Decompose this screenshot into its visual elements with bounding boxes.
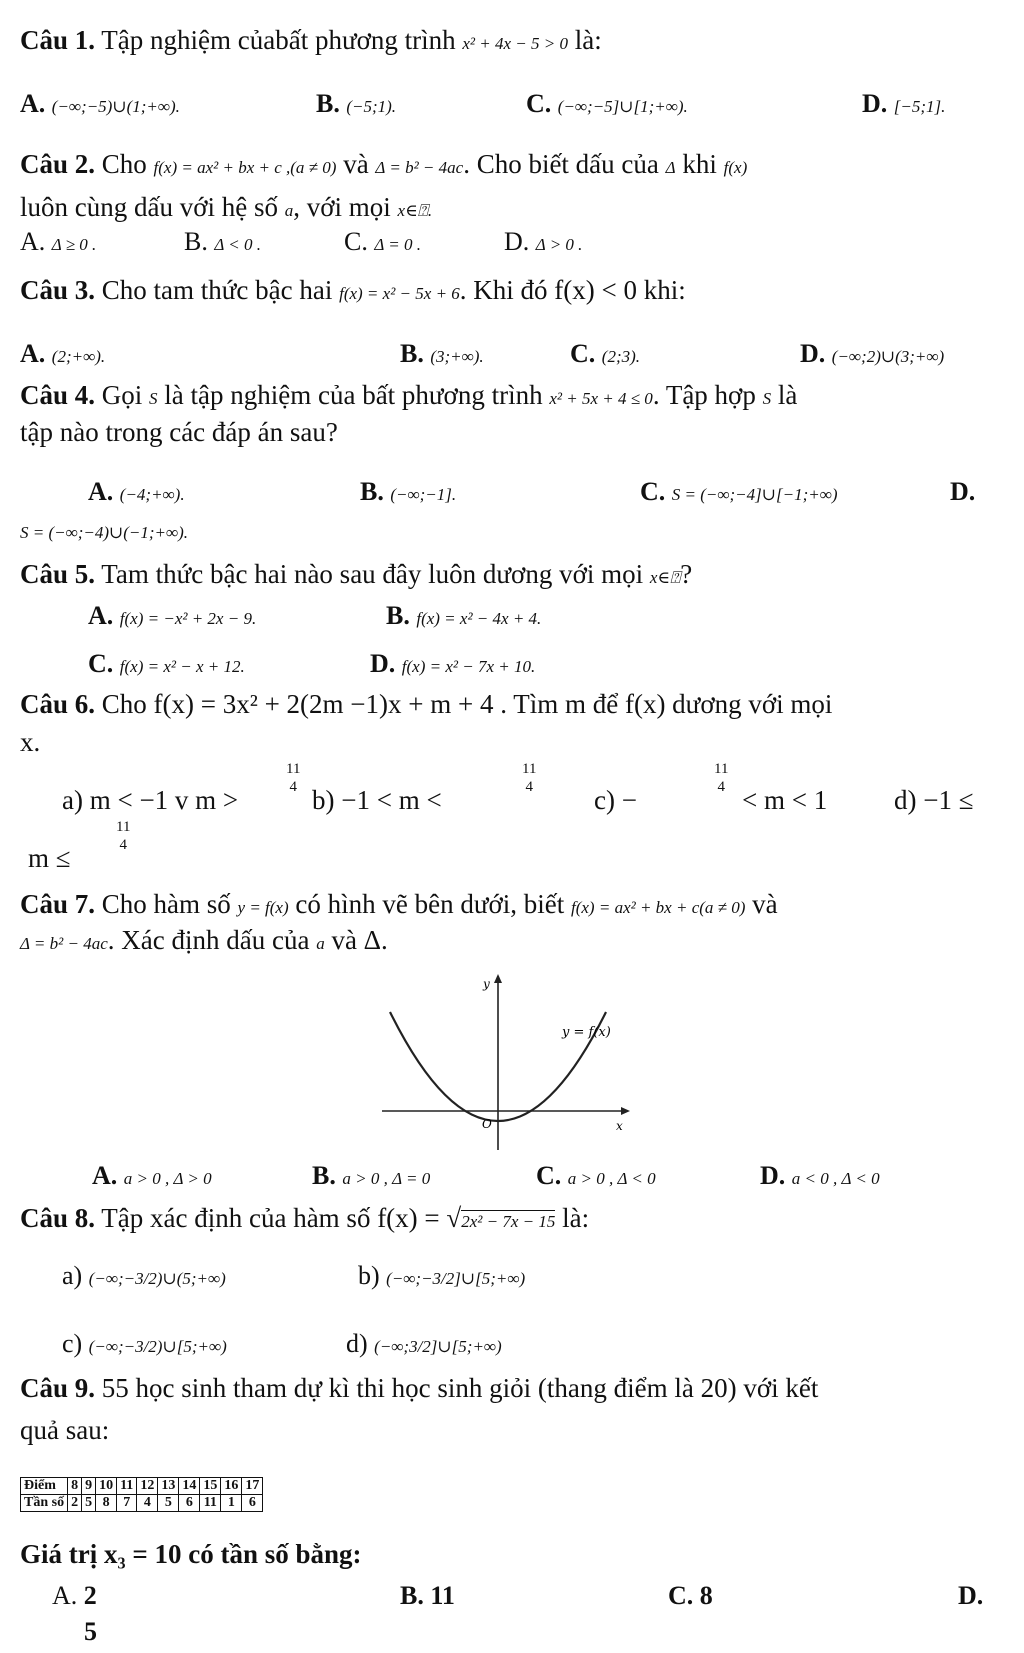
q1-tail: là:	[574, 25, 602, 55]
q7-option-d-letter: D.	[760, 1161, 786, 1190]
q9-option-d[interactable]	[958, 1580, 983, 1612]
q5-option-c-value: f(x) = x² − x + 12.	[119, 657, 245, 676]
q5-option-b[interactable]	[386, 600, 541, 635]
q6-frac-num-a: 11	[286, 761, 301, 777]
q7-label: Câu 7.	[20, 889, 96, 919]
q9-option-c[interactable]	[668, 1580, 713, 1612]
q7-text-a: Cho hàm số	[101, 889, 231, 919]
q9-label: Câu 9.	[20, 1373, 96, 1403]
q3-option-a[interactable]	[20, 338, 105, 373]
q5-text: Tam thức bậc hai nào sau đây luôn dương với mọi	[101, 559, 644, 589]
q3-stem	[20, 274, 686, 310]
q8-option-c[interactable]	[62, 1328, 227, 1363]
q9-option-c-letter: C.	[668, 1581, 694, 1610]
q1-option-b[interactable]	[316, 88, 396, 123]
q3-tail: . Khi đó f(x) < 0 khi:	[459, 275, 686, 305]
q6-option-c-text: c) −	[594, 785, 637, 815]
q3-option-b[interactable]	[400, 338, 484, 373]
q6-frac-den-a: 4	[289, 779, 297, 795]
q2-function: f(x) = ax² + bx + c ,(a ≠ 0)	[153, 158, 337, 177]
q5-option-b-letter: B.	[386, 601, 410, 630]
q7-option-c-letter: C.	[536, 1161, 562, 1190]
q2-stem-line2	[20, 191, 432, 227]
q1-option-a-letter: A.	[20, 89, 46, 118]
q4-text-e: tập nào trong các đáp án sau?	[20, 417, 338, 447]
q1-option-a-value: (−∞;−5)∪(1;+∞).	[51, 97, 180, 116]
q7-delta: Δ = b² − 4ac	[20, 934, 108, 953]
q7-option-a[interactable]	[92, 1160, 212, 1195]
q4-option-a-letter: A.	[88, 477, 114, 506]
q5-option-c-letter: C.	[88, 649, 114, 678]
q9-option-d-number: 5	[84, 1617, 97, 1646]
q6-option-c-text-2: < m < 1	[742, 785, 828, 815]
table-cell: 8	[96, 1495, 117, 1512]
table-cell: 7	[117, 1495, 137, 1512]
q1-option-a[interactable]	[20, 88, 180, 123]
q9-table-head-frequency: Tần số	[21, 1495, 68, 1512]
q6-stem-line2	[20, 726, 40, 758]
q4-option-d-value[interactable]	[20, 514, 188, 549]
q7-curve-label: y = f(x)	[562, 1025, 611, 1040]
q2-option-a-letter: A.	[20, 227, 46, 256]
q6-frac-num-c: 11	[714, 761, 729, 777]
q9-question-text: Giá trị	[20, 1539, 98, 1569]
q5-stem	[20, 558, 692, 594]
q8-option-c-value: (−∞;−3/2)∪[5;+∞)	[88, 1337, 227, 1356]
q8-sqrt: √2x² − 7x − 15	[446, 1203, 556, 1233]
q4-text-d: là	[777, 380, 798, 410]
q2-text-d: khi	[682, 149, 717, 179]
q5-tail: ?	[680, 559, 693, 589]
q2-fx: f(x)	[723, 158, 748, 177]
q7-option-b[interactable]	[312, 1160, 430, 1195]
q2-option-d[interactable]	[504, 226, 582, 261]
q3-label: Câu 3.	[20, 275, 96, 305]
q1-option-c[interactable]	[526, 88, 688, 123]
q7-option-c[interactable]	[536, 1160, 656, 1195]
q6-option-d-text-2: m ≤	[28, 843, 71, 873]
q8-option-b-value: (−∞;−3/2]∪[5;+∞)	[386, 1269, 526, 1288]
q9-text: 55 học sinh tham dự kì thi học sinh giỏi (thang điểm là 20) với kết	[101, 1373, 819, 1403]
q7-a-symbol: a	[316, 934, 325, 953]
q2-option-d-letter: D.	[504, 227, 530, 256]
q3-option-b-value: (3;+∞).	[430, 347, 484, 366]
q3-option-c-letter: C.	[570, 339, 596, 368]
q2-option-b[interactable]	[184, 226, 261, 261]
q1-option-b-value: (−5;1).	[346, 97, 397, 116]
q8-option-d-letter: d)	[346, 1329, 368, 1358]
q6-frac-num-d: 11	[116, 819, 131, 835]
q6-option-a[interactable]	[62, 784, 238, 816]
q5-option-b-value: f(x) = x² − 4x + 4.	[416, 609, 542, 628]
q3-option-d[interactable]	[800, 338, 944, 373]
table-cell: 14	[179, 1478, 200, 1495]
q4-text-b: là tập nghiệm của bất phương trình	[164, 380, 543, 410]
table-cell: 11	[200, 1495, 221, 1512]
q1-option-c-letter: C.	[526, 89, 552, 118]
table-cell: 1	[221, 1495, 242, 1512]
q4-option-a[interactable]	[88, 476, 185, 511]
q2-option-a-value: Δ ≥ 0 .	[51, 235, 97, 254]
table-cell: 4	[137, 1495, 158, 1512]
q4-option-b[interactable]	[360, 476, 456, 511]
q7-function: f(x) = ax² + bx + c(a ≠ 0)	[571, 898, 746, 917]
q7-axis-y-label: y	[483, 977, 490, 991]
table-cell: 11	[117, 1478, 137, 1495]
q4-set-symbol: S	[149, 389, 158, 408]
q2-a-symbol: a	[284, 201, 294, 220]
q3-text: Cho tam thức bậc hai	[101, 275, 333, 305]
q8-fx: f(x) =	[377, 1203, 440, 1233]
q2-option-c-letter: C.	[344, 227, 368, 256]
q8-option-c-letter: c)	[62, 1329, 83, 1358]
q9-stem	[20, 1372, 818, 1404]
q4-option-d-formula: S = (−∞;−4)∪(−1;+∞).	[20, 523, 189, 542]
table-cell: 17	[242, 1478, 263, 1495]
q8-option-a-value: (−∞;−3/2)∪(5;+∞)	[88, 1269, 226, 1288]
q1-option-b-letter: B.	[316, 89, 340, 118]
table-row	[21, 1478, 263, 1495]
q3-option-c-value: (2;3).	[601, 347, 641, 366]
q2-option-b-letter: B.	[184, 227, 208, 256]
q9-stem-line2	[20, 1414, 109, 1446]
table-cell: 6	[179, 1495, 200, 1512]
q6-option-c-tail	[742, 784, 827, 816]
q7-option-a-value: a > 0 , Δ > 0	[123, 1169, 212, 1188]
q2-text-e: luôn cùng dấu với hệ số	[20, 192, 278, 222]
q6-option-d-fraction	[116, 818, 130, 854]
q2-text-f: , với mọi	[293, 192, 391, 222]
q3-option-d-letter: D.	[800, 339, 826, 368]
q5-option-d[interactable]	[370, 648, 535, 683]
q6-label: Câu 6.	[20, 689, 96, 719]
q9-x3: x₃ = 10	[103, 1539, 182, 1569]
q2-option-a[interactable]	[20, 226, 96, 261]
q8-option-a-letter: a)	[62, 1261, 83, 1290]
q8-option-a[interactable]	[62, 1260, 226, 1295]
q2-text-c: . Cho biết dấu của	[463, 149, 659, 179]
q4-text-a: Gọi	[101, 380, 143, 410]
q3-option-a-value: (2;+∞).	[51, 347, 106, 366]
table-cell: 5	[158, 1495, 179, 1512]
q5-option-c[interactable]	[88, 648, 245, 683]
q2-option-b-value: Δ < 0 .	[214, 235, 261, 254]
q5-option-d-letter: D.	[370, 649, 396, 678]
q7-stem-line1	[20, 888, 778, 924]
q3-function: f(x) = x² − 5x + 6	[339, 284, 460, 303]
q2-stem-line1	[20, 148, 747, 184]
q9-option-b-value: 11	[430, 1581, 455, 1610]
q2-x-in: x∈⍰.	[397, 201, 433, 220]
q4-option-d-letter: D.	[950, 477, 976, 506]
q7-text-d: . Xác định dấu của	[107, 925, 310, 955]
q7-axis-x-label: x	[616, 1119, 623, 1133]
table-cell: 8	[68, 1478, 82, 1495]
q4-stem-line2	[20, 416, 338, 448]
q4-option-b-value: (−∞;−1].	[390, 485, 457, 504]
q2-option-d-value: Δ > 0 .	[535, 235, 583, 254]
q4-set-symbol-2: S	[762, 389, 772, 408]
table-cell: 16	[221, 1478, 242, 1495]
q9-option-a-value: 2	[83, 1581, 97, 1610]
q1-text: Tập nghiệm củabất phương trình	[101, 25, 456, 55]
q9-question-tail: có tần số bằng:	[188, 1539, 362, 1569]
q4-stem-line1	[20, 379, 797, 415]
q6-option-d-text: d) −1 ≤	[894, 785, 974, 815]
q8-option-b-letter: b)	[358, 1261, 380, 1290]
q1-label: Câu 1.	[20, 25, 96, 55]
table-cell: 2	[68, 1495, 82, 1512]
q7-x-axis-arrow	[621, 1107, 630, 1115]
table-cell: 10	[96, 1478, 117, 1495]
q9-text-b: quả sau:	[20, 1415, 110, 1445]
q8-stem	[20, 1202, 589, 1238]
q6-text: Cho f(x) = 3x² + 2(2m −1)x + m + 4 . Tìm m để f(x) dương với mọi	[101, 689, 833, 719]
q7-origin-label: O	[482, 1117, 492, 1131]
q2-text-b: và	[343, 149, 369, 179]
q9-frequency-table	[20, 1477, 263, 1512]
q1-option-d-letter: D.	[862, 89, 888, 118]
q3-option-b-letter: B.	[400, 339, 424, 368]
q9-option-d-letter: D.	[958, 1581, 984, 1610]
q9-option-c-value: 8	[699, 1581, 713, 1610]
q7-option-c-value: a > 0 , Δ < 0	[567, 1169, 656, 1188]
q4-option-d[interactable]	[950, 476, 975, 508]
q6-text-b: x.	[20, 727, 41, 757]
q4-option-b-letter: B.	[360, 477, 384, 506]
q1-option-d[interactable]	[862, 88, 945, 123]
q5-option-d-value: f(x) = x² − 7x + 10.	[401, 657, 536, 676]
q7-y: y = f(x)	[237, 898, 289, 917]
q3-option-c[interactable]	[570, 338, 640, 373]
q6-option-b[interactable]	[312, 784, 442, 816]
q2-text-a: Cho	[101, 149, 147, 179]
q2-delta-symbol: Δ	[665, 158, 676, 177]
q3-option-a-letter: A.	[20, 339, 46, 368]
table-cell: 6	[242, 1495, 263, 1512]
q4-option-c-value: S = (−∞;−4]∪[−1;+∞)	[671, 485, 838, 504]
table-cell: 5	[82, 1495, 96, 1512]
q6-frac-den-b: 4	[525, 779, 533, 795]
q6-option-b-text: b) −1 < m <	[312, 785, 442, 815]
q4-inequality: x² + 5x + 4 ≤ 0	[549, 389, 653, 408]
q7-graph	[378, 972, 638, 1152]
q5-option-a[interactable]	[88, 600, 256, 635]
q7-option-b-value: a > 0 , Δ = 0	[342, 1169, 431, 1188]
q1-stem	[20, 24, 602, 60]
q2-option-c[interactable]	[344, 226, 421, 261]
q6-option-a-text: a) m < −1 v m >	[62, 785, 239, 815]
table-cell: 9	[82, 1478, 96, 1495]
q7-option-d-value: a < 0 , Δ < 0	[791, 1169, 880, 1188]
q4-option-c-letter: C.	[640, 477, 666, 506]
q9-option-a[interactable]	[52, 1580, 97, 1612]
q7-option-a-letter: A.	[92, 1161, 118, 1190]
q6-option-c-fraction	[714, 760, 728, 796]
table-row	[21, 1495, 263, 1512]
q7-text-b: có hình vẽ bên dưới, biết	[295, 889, 565, 919]
q8-option-d-value: (−∞;3/2]∪[5;+∞)	[374, 1337, 502, 1356]
q3-option-d-value: (−∞;2)∪(3;+∞)	[831, 347, 945, 366]
q2-option-c-value: Δ = 0 .	[374, 235, 421, 254]
q1-option-c-value: (−∞;−5]∪[1;+∞).	[557, 97, 688, 116]
q8-text: Tập xác định của hàm số	[101, 1203, 371, 1233]
q5-option-a-letter: A.	[88, 601, 114, 630]
q9-question	[20, 1538, 362, 1570]
q1-option-d-value: [−5;1].	[893, 97, 946, 116]
q4-text-c: . Tập hợp	[652, 380, 756, 410]
q7-y-axis-arrow	[494, 974, 502, 983]
q6-stem	[20, 688, 832, 720]
q8-option-d[interactable]	[346, 1328, 502, 1363]
q6-option-c[interactable]	[594, 784, 637, 816]
q6-option-d[interactable]	[894, 784, 974, 816]
table-cell: 13	[158, 1478, 179, 1495]
q6-option-a-fraction	[286, 760, 300, 796]
q9-option-b-letter: B.	[400, 1581, 424, 1610]
q6-frac-den-d: 4	[119, 837, 127, 853]
q6-frac-den-c: 4	[717, 779, 725, 795]
q5-option-a-value: f(x) = −x² + 2x − 9.	[119, 609, 257, 628]
q8-option-b[interactable]	[358, 1260, 525, 1295]
q1-math: x² + 4x − 5 > 0	[462, 34, 568, 53]
q4-label: Câu 4.	[20, 380, 96, 410]
q5-x-in: x∈⍰	[649, 568, 681, 587]
q2-delta: Δ = b² − 4ac	[375, 158, 464, 177]
q8-tail: là:	[562, 1203, 590, 1233]
q9-table-head-score: Điểm	[21, 1478, 68, 1495]
q9-option-d-value[interactable]	[84, 1616, 97, 1648]
q7-text-e: và Δ.	[331, 925, 388, 955]
q6-frac-num-b: 11	[522, 761, 537, 777]
q8-label: Câu 8.	[20, 1203, 96, 1233]
q7-option-d[interactable]	[760, 1160, 880, 1195]
table-cell: 12	[137, 1478, 158, 1495]
q7-option-b-letter: B.	[312, 1161, 336, 1190]
q6-option-b-fraction	[522, 760, 536, 796]
q4-option-c[interactable]	[640, 476, 838, 511]
q8-radicand: 2x² − 7x − 15	[461, 1212, 556, 1231]
q2-label: Câu 2.	[20, 149, 96, 179]
q9-option-a-letter: A.	[52, 1581, 78, 1610]
q5-label: Câu 5.	[20, 559, 96, 589]
q4-option-a-value: (−4;+∞).	[119, 485, 185, 504]
q7-stem-line2	[20, 924, 388, 960]
q6-option-d-cont	[28, 842, 71, 874]
q9-option-b[interactable]	[400, 1580, 455, 1612]
q7-text-c: và	[752, 889, 778, 919]
table-cell: 15	[200, 1478, 221, 1495]
